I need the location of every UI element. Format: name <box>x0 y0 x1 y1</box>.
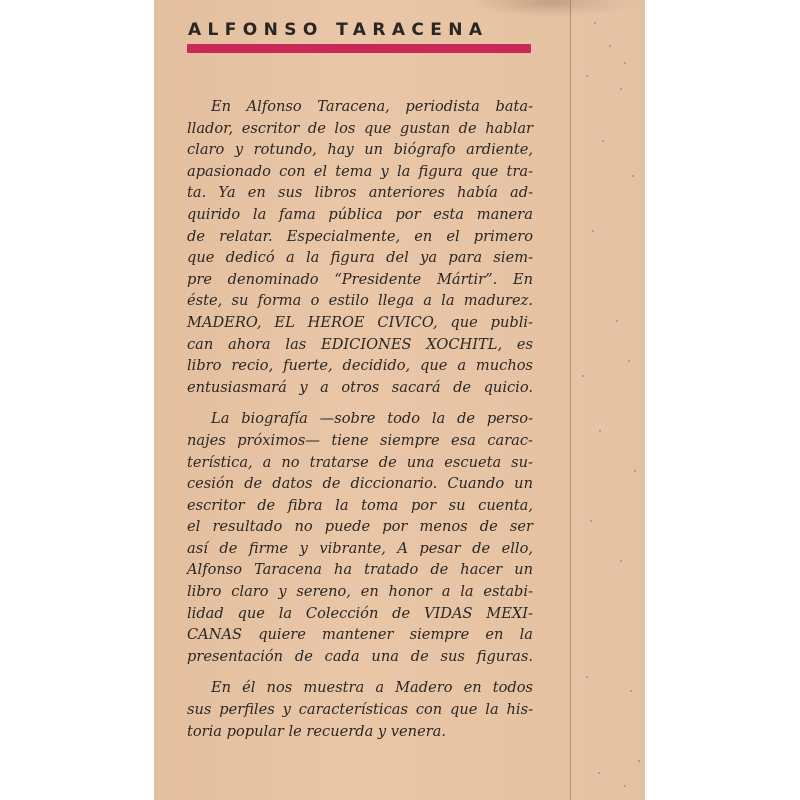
ink-speck <box>592 230 594 232</box>
paragraph-2 <box>187 408 533 667</box>
text-line: terística, a no tratarse de una escueta su- <box>187 453 533 471</box>
ink-speck <box>616 320 618 322</box>
ink-speck <box>620 560 622 562</box>
ink-speck <box>599 430 601 432</box>
text-line: llador, escritor de los que gustan de hablar <box>187 119 533 137</box>
text-line: éste, su forma o estilo llega a la madurez. <box>187 292 533 310</box>
text-line: lidad que la Colección de VIDAS MEXI- <box>187 604 533 622</box>
text-line: pre denominado “Presidente Mártir”. En <box>187 270 533 288</box>
author-name: ALFONSO TARACENA <box>188 20 489 40</box>
text-line: el resultado no puede por menos de ser <box>187 518 533 536</box>
ink-speck <box>586 75 588 77</box>
ink-speck <box>638 760 640 762</box>
text-line: Alfonso Taracena ha tratado de hacer un <box>187 561 533 579</box>
ink-speck <box>624 785 626 787</box>
text-line: toria popular le recuerda y venera. <box>187 722 447 740</box>
text-line: presentación de cada una de sus figuras. <box>187 647 533 665</box>
text-line: quirido la fama pública por esta manera <box>187 205 533 223</box>
text-line: najes próximos— tiene siempre esa carac- <box>187 431 533 449</box>
text-line: sus perfiles y características con que la his- <box>187 701 533 719</box>
ink-speck <box>602 140 604 142</box>
ink-speck <box>582 375 584 377</box>
text-line: En él nos muestra a Madero en todos <box>211 679 533 697</box>
fold-crease <box>570 0 571 800</box>
text-line: escritor de fibra la toma por su cuenta, <box>187 496 533 514</box>
text-line: claro y rotundo, hay un biógrafo ardiente, <box>187 141 533 159</box>
ink-speck <box>634 470 636 472</box>
text-line: can ahora las EDICIONES XOCHITL, es <box>187 335 533 353</box>
ink-speck <box>624 62 626 64</box>
paragraph-1 <box>187 96 533 398</box>
text-line: entusiasmará y a otros sacará de quicio. <box>187 378 533 396</box>
text-line: que dedicó a la figura del ya para siem- <box>187 249 533 267</box>
text-line: CANAS quiere mantener siempre en la <box>187 626 533 644</box>
text-line: MADERO, EL HEROE CIVICO, que publi- <box>187 313 533 331</box>
ink-speck <box>609 45 611 47</box>
text-line: libro claro y sereno, en honor a la estabi- <box>187 583 533 601</box>
ink-speck <box>598 772 600 774</box>
text-line: así de firme y vibrante, A pesar de ello, <box>187 539 533 557</box>
text-line: apasionado con el tema y la figura que tra- <box>187 162 533 180</box>
text-line: ta. Ya en sus libros anteriores había ad- <box>187 184 533 202</box>
ink-speck <box>586 676 588 678</box>
text-line: de relatar. Especialmente, en el primero <box>187 227 533 245</box>
ink-speck <box>628 360 630 362</box>
ink-speck <box>630 690 632 692</box>
blurb-text <box>187 96 533 752</box>
book-jacket-flap <box>154 0 645 800</box>
ink-speck <box>632 175 634 177</box>
text-line: En Alfonso Taracena, periodista bata- <box>211 98 533 115</box>
text-line: La biografía —sobre todo la de perso- <box>211 410 533 428</box>
paragraph-3 <box>187 677 533 742</box>
title-underline-bar <box>187 44 531 53</box>
text-line: cesión de datos de diccionario. Cuando un <box>187 475 533 493</box>
fold-panel <box>571 0 645 800</box>
ink-speck <box>620 88 622 90</box>
text-line: libro recio, fuerte, decidido, que a muchos <box>187 357 533 375</box>
ink-speck <box>594 22 596 24</box>
ink-speck <box>590 520 592 522</box>
